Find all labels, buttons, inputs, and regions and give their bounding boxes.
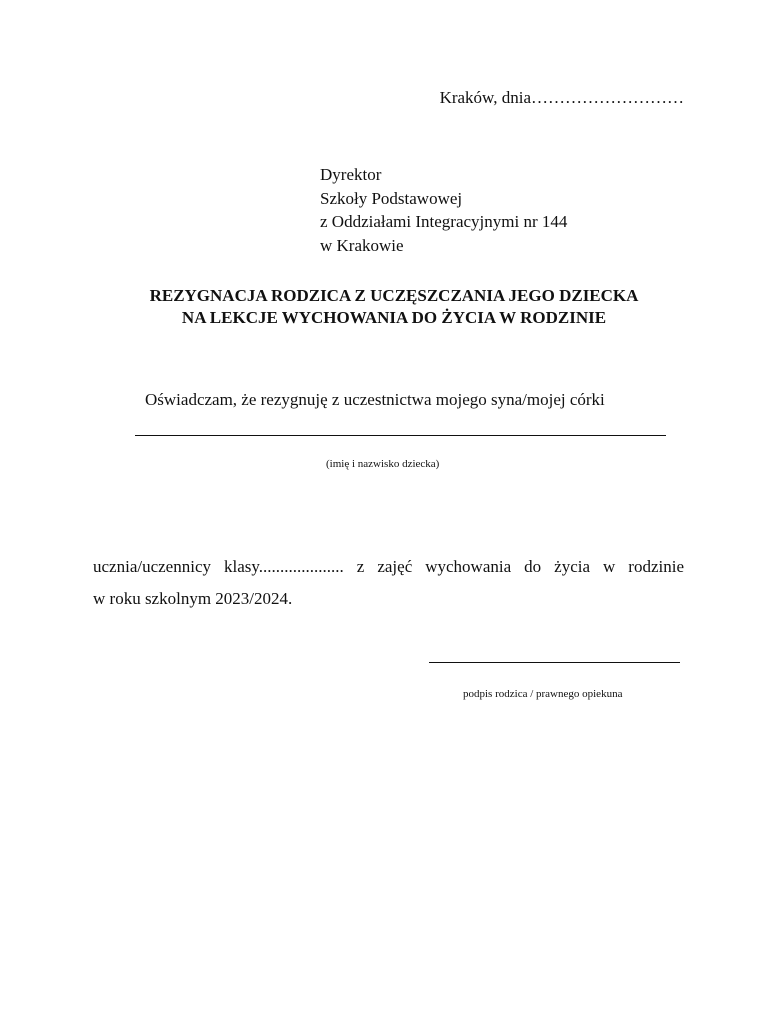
addressee-line: Szkoły Podstawowej	[320, 188, 463, 208]
class-word: wychowania	[425, 557, 512, 576]
statement-text: Oświadczam, że rezygnuję z uczestnictwa mojego syna/mojej córki	[145, 390, 605, 409]
signature-line	[429, 662, 680, 663]
addressee-line: z Oddziałami Integracyjnymi nr 144	[320, 212, 568, 231]
child-name-line	[135, 435, 666, 436]
class-word: do	[524, 557, 542, 576]
title-line-2: NA LEKCJE WYCHOWANIA DO ŻYCIA W RODZINIE	[181, 308, 607, 327]
class-word: klasy....................	[224, 557, 344, 576]
class-word: ucznia/uczennicy	[93, 557, 211, 576]
class-word: życia	[554, 557, 591, 576]
class-word: zajęć	[377, 557, 413, 576]
signature-caption: podpis rodzica / prawnego opiekuna	[463, 688, 623, 700]
class-word: w	[603, 557, 616, 576]
place-date-line: Kraków, dnia………………………	[439, 88, 684, 107]
addressee-line: w Krakowie	[320, 235, 404, 255]
document-title	[0, 285, 768, 329]
class-line	[93, 557, 684, 577]
class-word: rodzinie	[628, 557, 684, 576]
class-word: z	[356, 557, 365, 576]
addressee-block	[320, 163, 567, 257]
child-name-caption: (imię i nazwisko dziecka)	[326, 458, 440, 470]
school-year-line: w roku szkolnym 2023/2024.	[93, 589, 293, 608]
addressee-line: Dyrektor	[320, 165, 382, 184]
title-line-1: REZYGNACJA RODZICA Z UCZĘSZCZANIA JEGO DZIECKA	[149, 286, 639, 305]
